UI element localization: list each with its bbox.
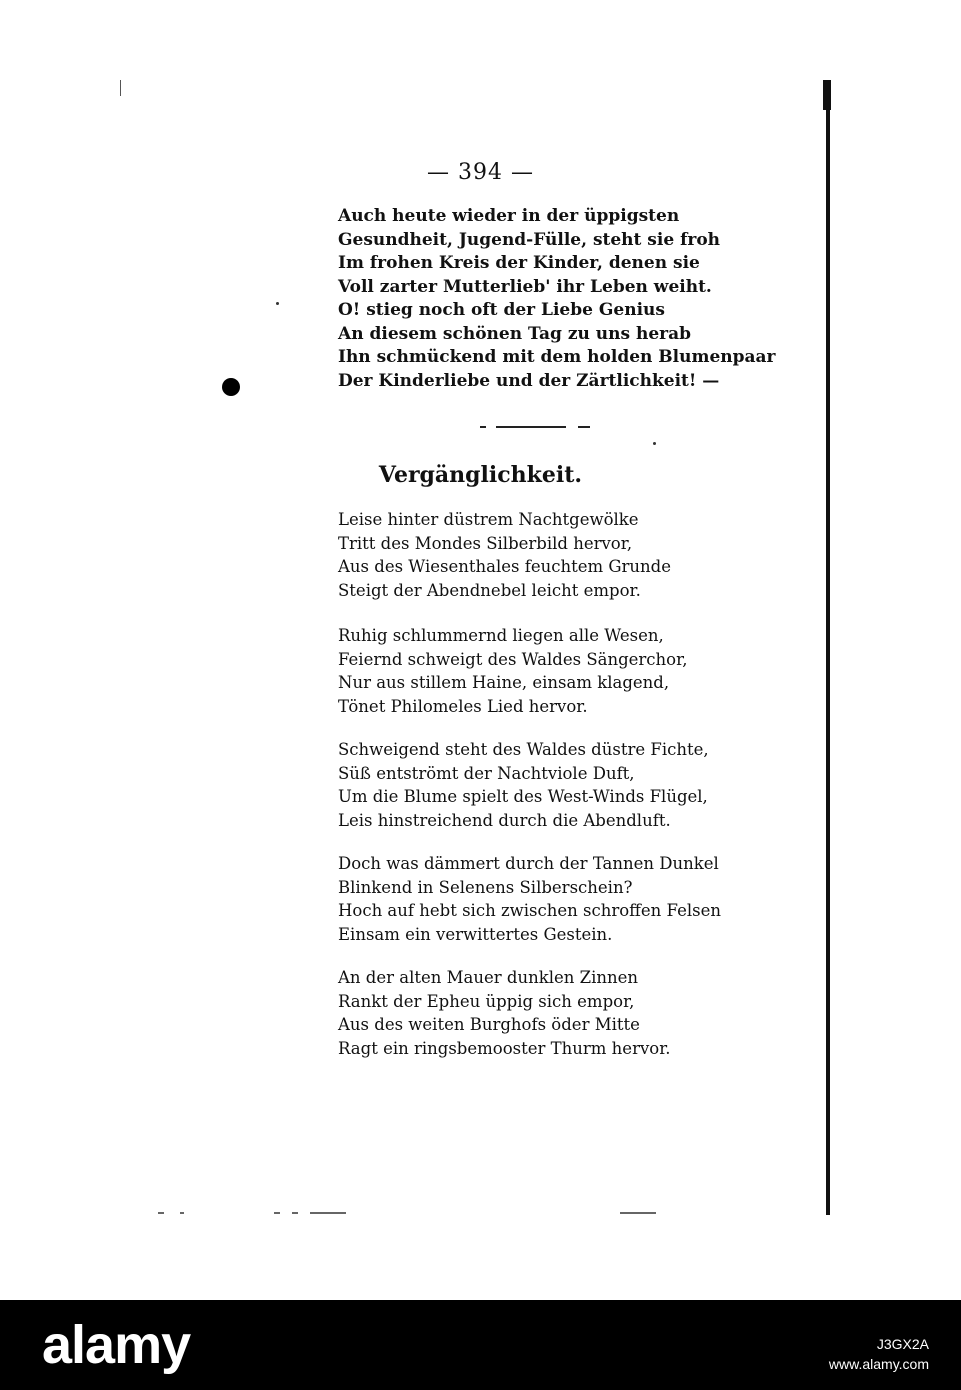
stanza-4	[338, 852, 721, 946]
poem-line: Auch heute wieder in der üppigsten	[338, 206, 680, 226]
ink-blot	[222, 378, 240, 396]
image-id: J3GX2A	[876, 1336, 929, 1352]
poem-line: Tönet Philomeles Lied hervor.	[338, 696, 588, 716]
stanza-5	[338, 966, 671, 1060]
poem-line: Gesundheit, Jugend-Fülle, steht sie froh	[338, 229, 721, 250]
alamy-logo: alamy	[42, 1315, 191, 1375]
poem-line: Rankt der Epheu üppig sich empor,	[338, 991, 635, 1011]
poem-line: Einsam ein verwittertes Gestein.	[338, 924, 613, 944]
ink-speck	[653, 442, 656, 445]
poem-line: Ruhig schlummernd liegen alle Wesen,	[338, 626, 664, 645]
ink-speck	[276, 302, 279, 305]
poem-line: Feiernd schweigt des Waldes Sängerchor,	[338, 649, 688, 669]
page-number: — 394 —	[427, 160, 534, 185]
stanza-1	[338, 508, 671, 602]
poem-line: Leis hinstreichend durch die Abendluft.	[338, 810, 671, 830]
poem-line: Aus des Wiesenthales feuchtem Grunde	[338, 557, 672, 576]
poem-line: Tritt des Mondes Silberbild hervor,	[338, 533, 633, 553]
poem-line: Ragt ein ringsbemooster Thurm hervor.	[338, 1038, 671, 1058]
poem-line: An der alten Mauer dunklen Zinnen	[338, 968, 638, 987]
poem-line: Um die Blume spielt des West-Winds Flügel,	[338, 787, 708, 806]
watermark-banner	[0, 1300, 961, 1390]
poem-line: Süß entströmt der Nachtviole Duft,	[338, 763, 635, 783]
poem-line: Der Kinderliebe und der Zärtlichkeit! —	[338, 370, 720, 391]
poem-line: An diesem schönen Tag zu uns herab	[338, 323, 692, 344]
poem-line: O! stieg noch oft der Liebe Genius	[338, 300, 665, 320]
stanza-3	[338, 738, 709, 832]
poem-line: Blinkend in Selenens Silberschein?	[338, 877, 633, 897]
poem-line: Nur aus stillem Haine, einsam klagend,	[338, 673, 670, 692]
poem-line: Steigt der Abendnebel leicht empor.	[338, 580, 641, 600]
scan-mark	[120, 80, 121, 96]
poem-line: Im frohen Kreis der Kinder, denen sie	[338, 253, 700, 273]
stanza-top	[338, 205, 776, 393]
section-divider	[480, 426, 592, 432]
poem-line: Aus des weiten Burghofs öder Mitte	[338, 1015, 640, 1034]
binding-edge	[826, 80, 830, 1215]
scan-bottom-marks	[150, 1212, 670, 1216]
poem-line: Doch was dämmert durch der Tannen Dunkel	[338, 854, 719, 873]
poem-line: Schweigend steht des Waldes düstre Fichte,	[338, 740, 709, 759]
poem-line: Ihn schmückend mit dem holden Blumenpaar	[338, 347, 776, 367]
poem-line: Hoch auf hebt sich zwischen schroffen Felsen	[338, 901, 721, 920]
stanza-2	[338, 624, 687, 718]
site-url: www.alamy.com	[828, 1356, 929, 1372]
poem-title: Vergänglichkeit.	[378, 462, 583, 488]
poem-line: Voll zarter Mutterlieb' ihr Leben weiht.	[338, 276, 712, 297]
poem-line: Leise hinter düstrem Nachtgewölke	[338, 510, 639, 529]
